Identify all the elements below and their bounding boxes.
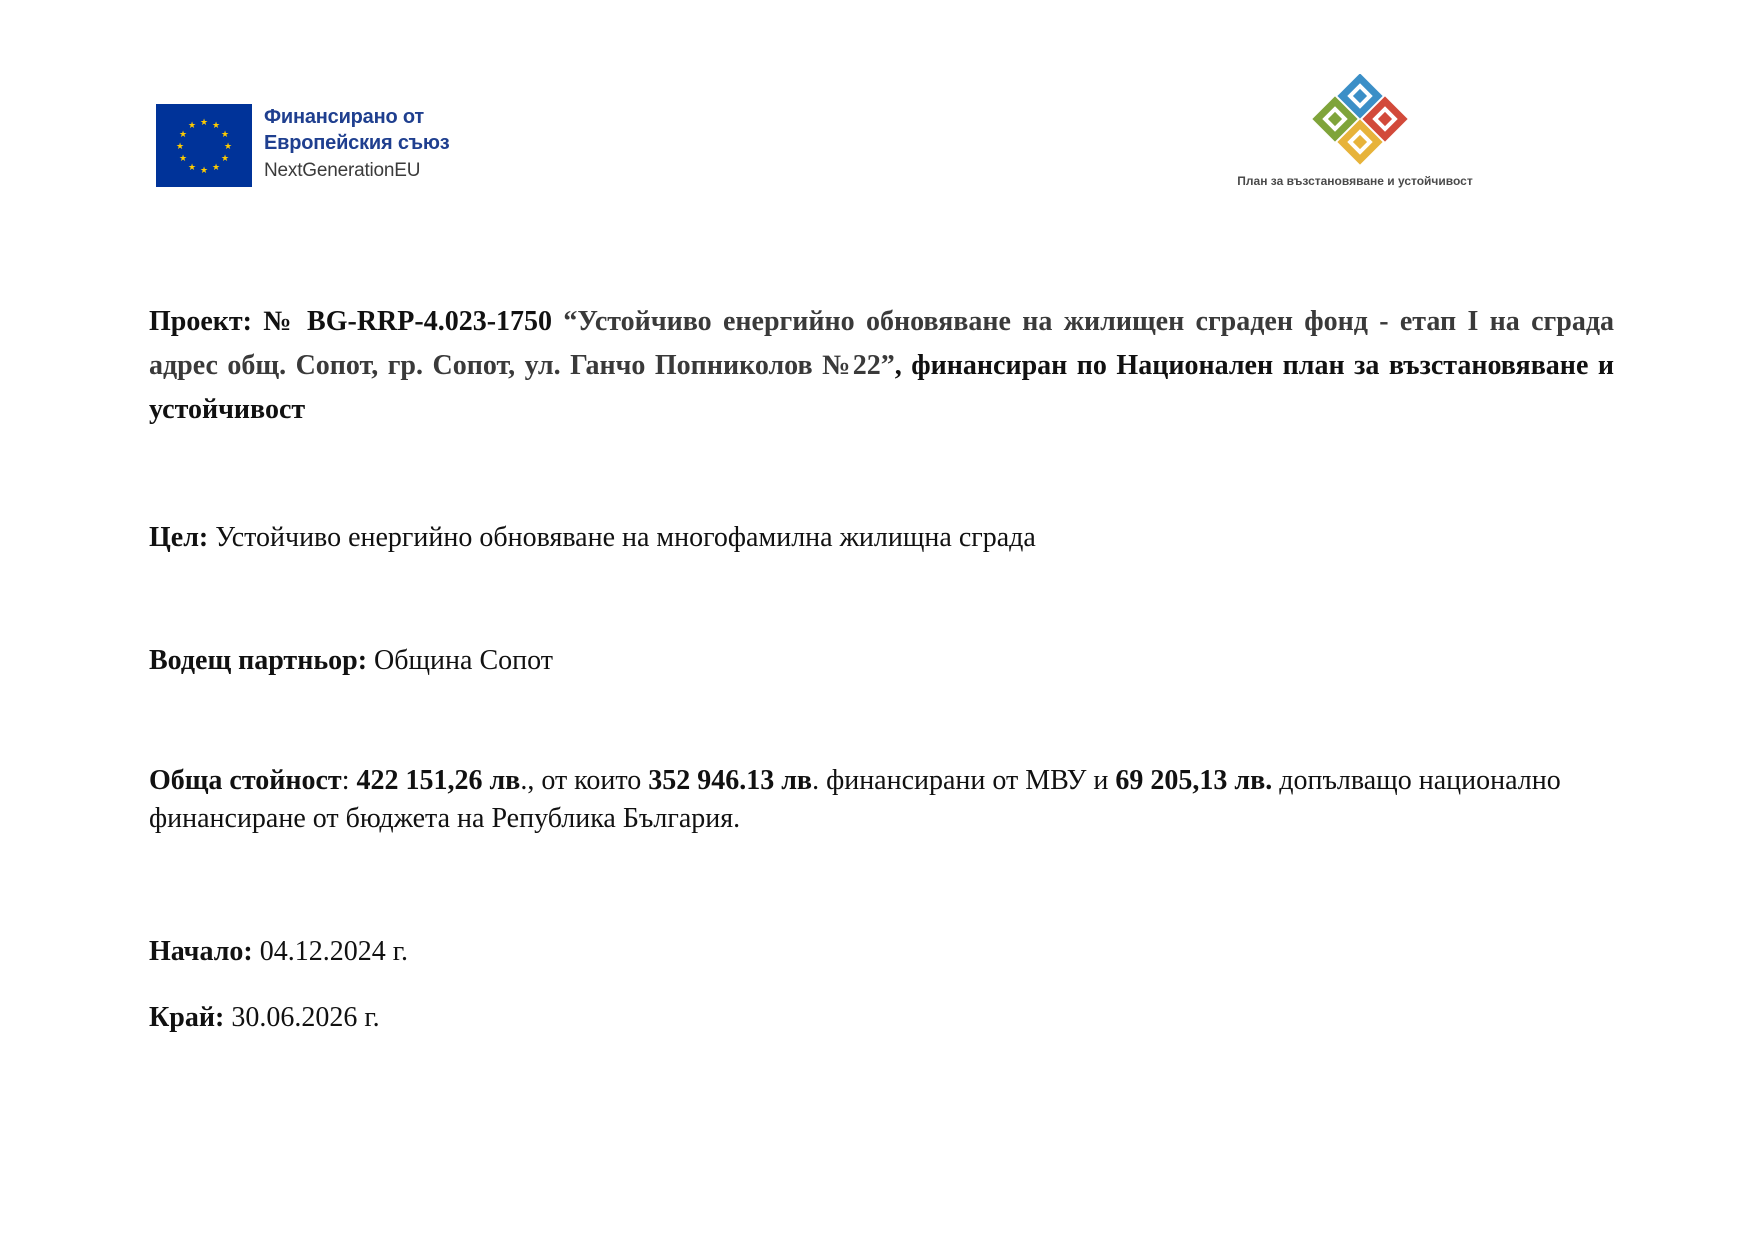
goal-label: Цел: <box>149 522 209 553</box>
document-header <box>0 0 1755 220</box>
project-paragraph <box>149 300 1614 432</box>
start-paragraph <box>149 930 1614 974</box>
end-paragraph <box>149 996 1614 1040</box>
total-value-label: Обща стойност <box>149 765 342 796</box>
eu-logo-line1: Финансирано от <box>264 106 424 128</box>
total-value-text3: допълващо национално финансиране от бюджета на Република България. <box>149 765 1561 834</box>
eu-logo-line3: NextGenerationEU <box>264 160 421 181</box>
total-value-separator: : <box>341 765 357 796</box>
recovery-plan-logo <box>1200 74 1600 194</box>
svg-text:★: ★ <box>211 163 221 173</box>
svg-text:★: ★ <box>178 154 188 164</box>
svg-text:★: ★ <box>178 130 188 140</box>
project-label: Проект: № BG-RRP-4.023-1750 <box>149 306 553 337</box>
goal-value: Устойчиво енергийно обновяване на многофамилна жилищна сграда <box>208 522 1036 553</box>
svg-text:★: ★ <box>187 163 197 173</box>
project-suffix: , финансиран по Национален план за възстановяване и устойчивост <box>149 350 1614 425</box>
total-value-amount: 422 151,26 лв <box>356 765 521 796</box>
start-label: Начало: <box>149 936 253 967</box>
total-value-text1: ., от които <box>520 765 649 796</box>
eu-funding-logo <box>156 104 449 187</box>
national-amount: 69 205,13 лв. <box>1115 765 1273 796</box>
svg-text:★: ★ <box>175 142 185 152</box>
svg-text:★: ★ <box>199 118 209 128</box>
end-label: Край: <box>149 1002 225 1033</box>
svg-text:★: ★ <box>187 121 197 131</box>
svg-text:★: ★ <box>220 154 230 164</box>
total-value-text2: . финансирани от МВУ и <box>812 765 1116 796</box>
svg-text:★: ★ <box>199 166 209 176</box>
lead-partner-label: Водещ партньор: <box>149 645 368 676</box>
svg-text:★: ★ <box>211 121 221 131</box>
svg-text:★: ★ <box>223 142 233 152</box>
eu-flag-icon <box>156 104 252 187</box>
total-value-paragraph <box>149 762 1614 838</box>
start-value: 04.12.2024 г. <box>252 936 409 967</box>
recovery-plan-caption: План за възстановяване и устойчивост <box>1237 174 1473 188</box>
end-value: 30.06.2026 г. <box>224 1002 380 1033</box>
svg-text:★: ★ <box>220 130 230 140</box>
recovery-plan-emblem-icon <box>1305 74 1415 174</box>
project-title: “Устойчиво енергийно обновяване на жилищен сграден фонд - етап I на сграда адрес общ. Сопот, гр. Сопот, ул. Ганчо Попниколов №22” <box>149 306 1614 381</box>
eu-logo-line2: Европейския съюз <box>264 132 450 154</box>
lead-partner-value: Община Сопот <box>367 645 553 676</box>
lead-partner-paragraph <box>149 639 1614 683</box>
goal-paragraph <box>149 516 1614 560</box>
mvu-amount: 352 946.13 лв <box>648 765 813 796</box>
